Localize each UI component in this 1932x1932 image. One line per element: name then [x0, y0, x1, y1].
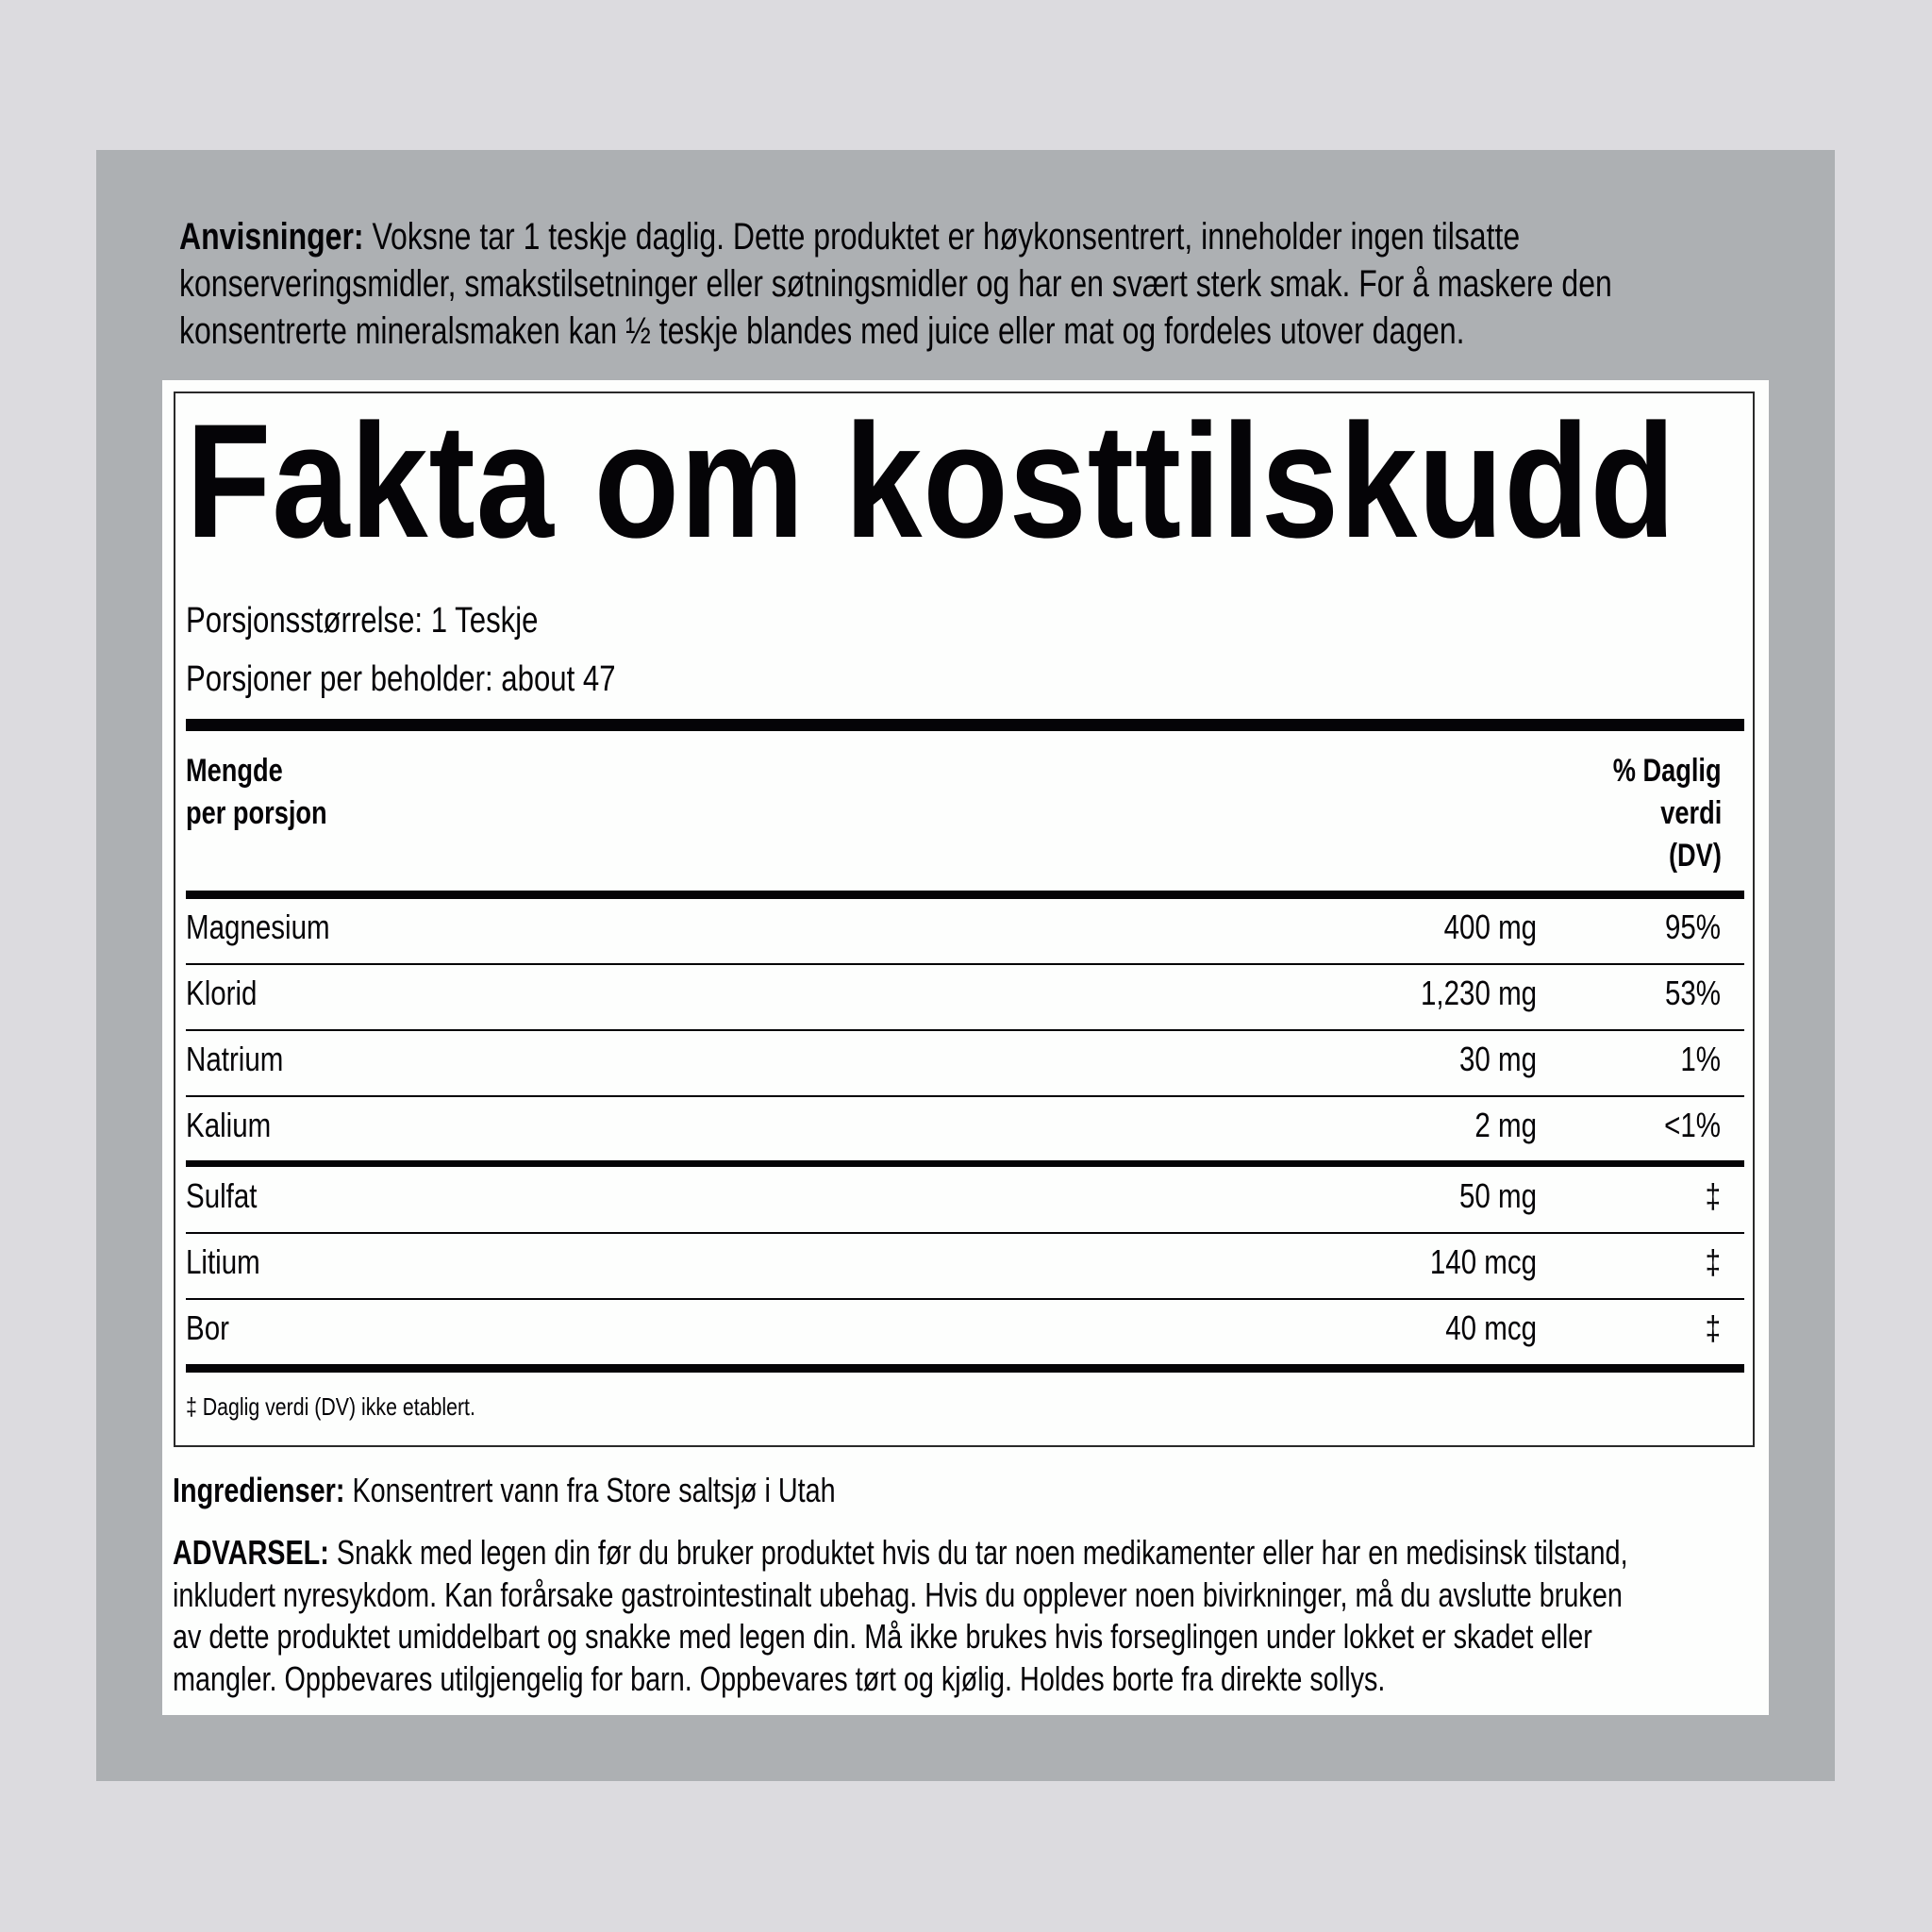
- amount-per-serving-header: Mengde per porsjon: [186, 753, 327, 831]
- nutrient-name: Litium: [186, 1242, 260, 1281]
- directions-line: [179, 213, 1783, 260]
- thick-divider: [186, 719, 1744, 731]
- directions-text: konserveringsmidler, smakstilsetninger eller søtningsmidler og har en svært sterk smak. For å maskere den: [179, 263, 1612, 305]
- warning-line: [173, 1532, 1932, 1574]
- directions-line: [179, 308, 1783, 355]
- dv-footnote: ‡ Daglig verdi (DV) ikke etablert.: [186, 1392, 475, 1421]
- ingredients-section: [173, 1470, 1001, 1511]
- directions-label: Anvisninger:: [179, 216, 364, 258]
- servings-per-container: Porsjoner per beholder: about 47: [186, 659, 616, 699]
- nutrient-row: [186, 960, 1744, 1026]
- nutrient-name: Bor: [186, 1308, 229, 1347]
- warning-line: [173, 1658, 1932, 1701]
- warning-text: av dette produktet umiddelbart og snakke med legen din. Må ikke brukes hvis forseglingen under lokket er skadet eller: [173, 1617, 1592, 1656]
- ingredients-label: Ingredienser:: [173, 1471, 345, 1509]
- nutrient-row: [186, 1092, 1744, 1158]
- nutrient-name: Kalium: [186, 1106, 272, 1144]
- nutrient-daily-value: ‡: [1705, 1242, 1721, 1281]
- facts-title: Fakta om kosttilskudd: [186, 391, 1676, 572]
- nutrient-amount: 40 mcg: [1445, 1308, 1537, 1347]
- nutrient-amount: 1,230 mg: [1420, 974, 1537, 1012]
- serving-size: Porsjonsstørrelse: 1 Teskje: [186, 601, 539, 641]
- nutrient-name: Magnesium: [186, 908, 330, 946]
- nutrient-amount: 400 mg: [1443, 908, 1537, 946]
- nutrient-amount: 30 mg: [1458, 1040, 1537, 1078]
- nutrient-amount: 50 mg: [1458, 1176, 1537, 1215]
- nutrient-amount: 2 mg: [1474, 1106, 1537, 1144]
- nutrient-amount: 140 mcg: [1429, 1242, 1537, 1281]
- nutrient-row: [186, 1026, 1744, 1092]
- warning-section: [173, 1532, 1932, 1700]
- directions-text: konsentrerte mineralsmaken kan ½ teskje blandes med juice eller mat og fordeles utover dagen.: [179, 310, 1465, 352]
- warning-text: inkludert nyresykdom. Kan forårsake gastrointestinalt ubehag. Hvis du opplever noen bivirkninger, må du avslutte bruken: [173, 1574, 1623, 1614]
- daily-value-header: % Daglig verdi (DV): [1613, 753, 1722, 874]
- nutrient-daily-value: 1%: [1680, 1040, 1721, 1078]
- nutrient-daily-value: ‡: [1705, 1176, 1721, 1215]
- directions-text: Voksne tar 1 teskje daglig. Dette produktet er høykonsentrert, inneholder ingen tilsatte: [363, 216, 1521, 258]
- nutrient-daily-value: 53%: [1664, 974, 1721, 1012]
- warning-text: Snakk med legen din før du bruker produktet hvis du tar noen medikamenter eller har en medisinsk tilstand,: [328, 1533, 1628, 1572]
- nutrient-name: Natrium: [186, 1040, 284, 1078]
- nutrient-daily-value: 95%: [1664, 908, 1721, 946]
- directions-section: [179, 213, 1783, 355]
- ingredients-text: Konsentrert vann fra Store saltsjø i Utah: [344, 1471, 836, 1509]
- thick-divider: [186, 1364, 1744, 1373]
- nutrient-row: [186, 1295, 1744, 1361]
- directions-line: [179, 260, 1783, 308]
- nutrient-row: [186, 1229, 1744, 1295]
- nutrient-daily-value: <1%: [1664, 1106, 1721, 1144]
- warning-line: [173, 1574, 1932, 1617]
- nutrient-name: Sulfat: [186, 1176, 258, 1215]
- nutrient-row: [186, 894, 1744, 960]
- warning-text: mangler. Oppbevares utilgjengelig for barn. Oppbevares tørt og kjølig. Holdes borte fra direkte sollys.: [173, 1658, 1386, 1698]
- nutrient-daily-value: ‡: [1705, 1308, 1721, 1347]
- nutrient-row: [186, 1163, 1744, 1229]
- warning-label: ADVARSEL:: [173, 1533, 329, 1572]
- warning-line: [173, 1616, 1932, 1658]
- nutrient-name: Klorid: [186, 974, 258, 1012]
